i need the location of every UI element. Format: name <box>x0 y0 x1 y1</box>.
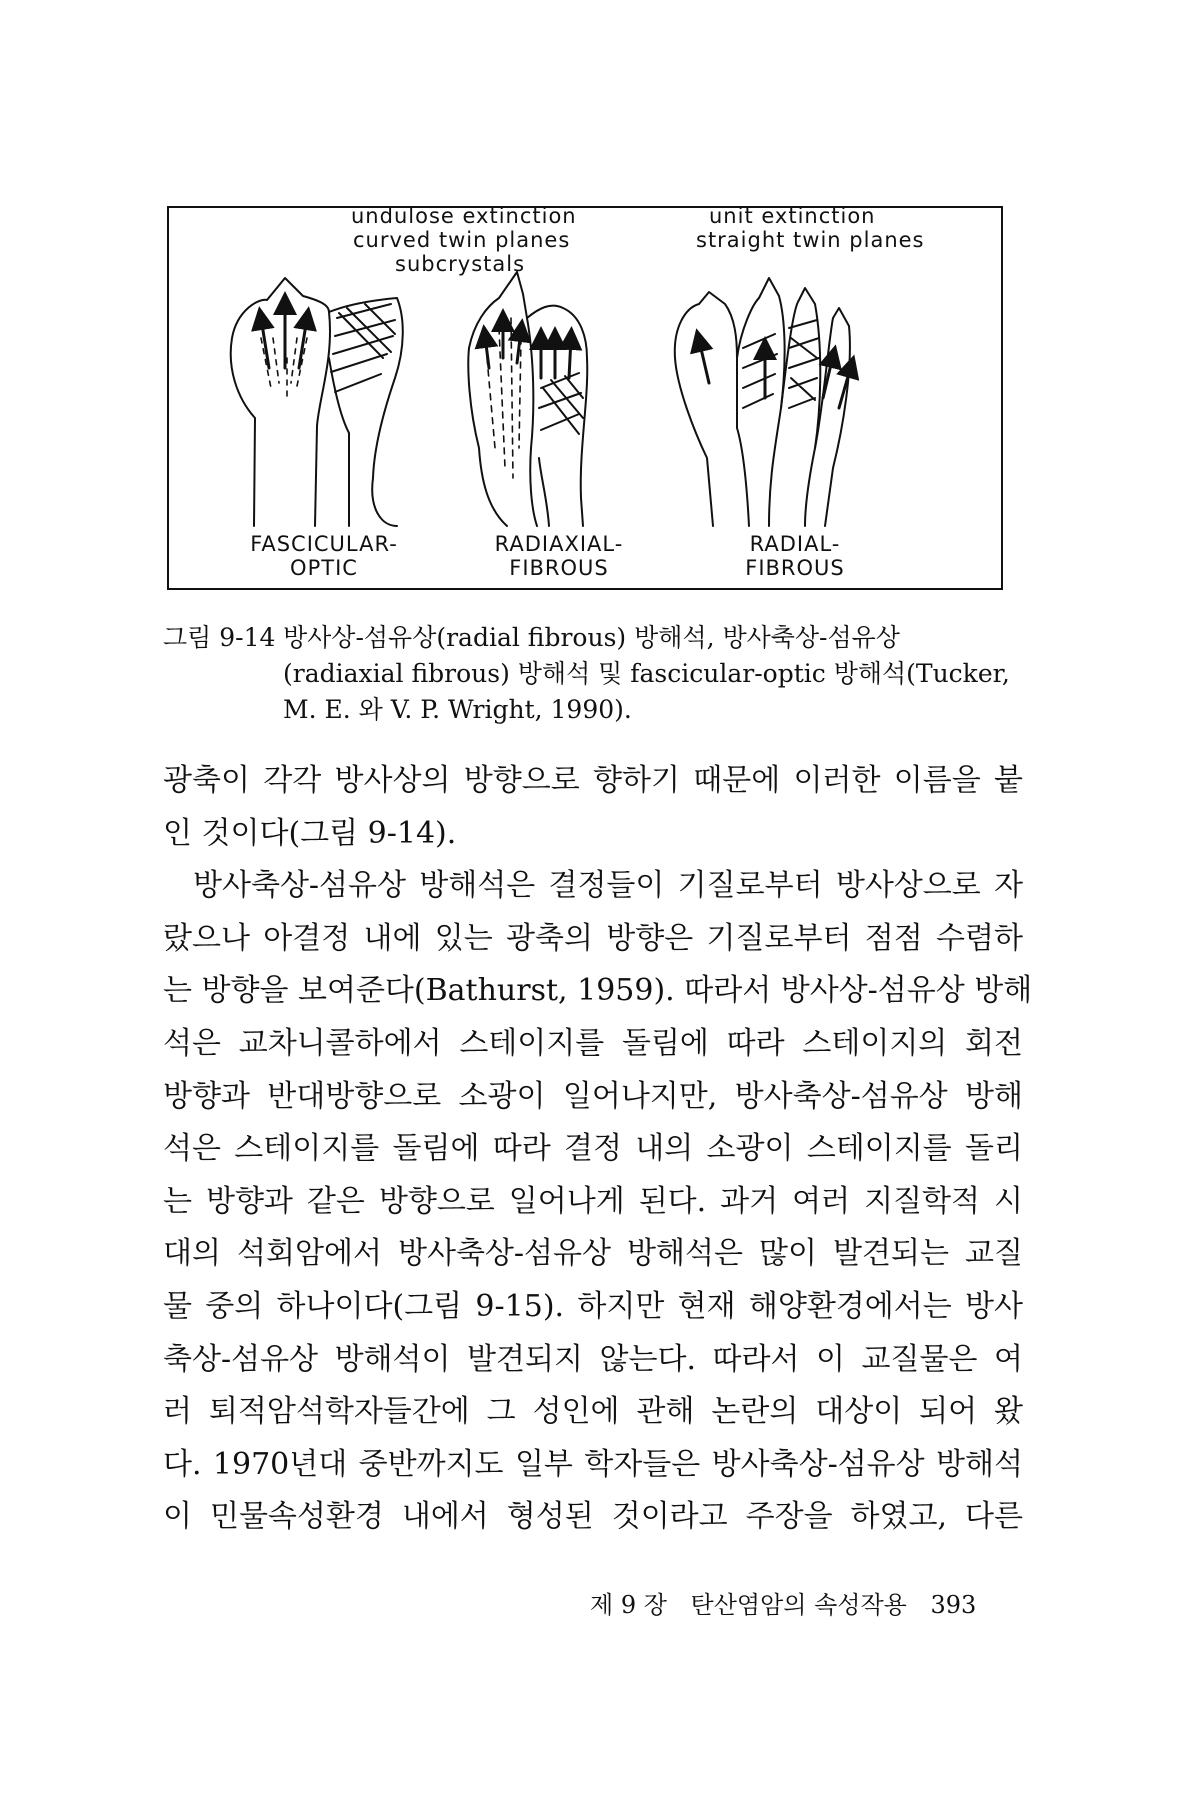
curved-twin-planes-label: curved twin planes <box>353 228 571 252</box>
body-line: 는 방향과 같은 방향으로 일어나게 된다. 과거 여러 지질학적 시 <box>163 1183 1023 1219</box>
body-line: 광축이 각각 방사상의 방향으로 향하기 때문에 이러한 이름을 붙 <box>163 763 1023 798</box>
body-line: 이 민물속성환경 내에서 형성된 것이라고 주장을 하였고, 다른 <box>163 1499 1023 1535</box>
body-line: 방사축상-섬유상 방해석은 결정들이 기질로부터 방사상으로 자 <box>193 868 1023 904</box>
radiaxial-fibrous-crystals <box>468 272 587 526</box>
body-line: 인 것이다(그림 9-14). <box>163 815 457 851</box>
body-line: 방향과 반대방향으로 소광이 일어나지만, 방사축상-섬유상 방해 <box>163 1078 1023 1114</box>
body-line: 대의 석회암에서 방사축상-섬유상 방해석은 많이 발견되는 교질 <box>163 1236 1023 1272</box>
body-line: 물 중의 하나이다(그림 9-15). 하지만 현재 해양환경에서는 방사 <box>163 1288 1023 1324</box>
subcrystals-label: subcrystals <box>395 252 526 276</box>
fascicular-optic-crystals <box>231 278 403 526</box>
body-line: 다. 1970년대 중반까지도 일부 학자들은 방사축상-섬유상 방해석 <box>163 1446 1023 1482</box>
body-line: 랐으나 아결정 내에 있는 광축의 방향은 기질로부터 점점 수렴하 <box>163 920 1023 956</box>
body-line: 석은 스테이지를 돌림에 따라 결정 내의 소광이 스테이지를 돌리 <box>163 1131 1023 1167</box>
figure-9-14 <box>167 206 1003 590</box>
undulose-extinction-label: undulose extinction <box>351 204 577 228</box>
page-footer <box>590 1585 992 1620</box>
body-line: 러 퇴적암석학자들간에 그 성인에 관해 논란의 대상이 되어 왔 <box>163 1394 1023 1430</box>
chapter-label: 제 9 장 <box>590 1591 667 1619</box>
fascicular-optic-label: FASCICULAR- OPTIC <box>250 532 398 580</box>
crystal-drawing <box>169 208 1001 588</box>
caption-line-2: (radiaxial fibrous) 방해석 및 fascicular-optic 방해석(Tucker, <box>283 659 1010 688</box>
caption-line-1: 방사상-섬유상(radial fibrous) 방해석, 방사축상-섬유상 <box>283 623 900 652</box>
figure-caption <box>163 620 1023 728</box>
page-number: 393 <box>930 1591 977 1619</box>
chapter-title: 탄산염암의 속성작용 <box>690 1591 907 1619</box>
caption-number: 그림 9-14 <box>163 623 276 652</box>
radial-fibrous-label: RADIAL- FIBROUS <box>745 532 845 580</box>
caption-line-3: M. E. 와 V. P. Wright, 1990). <box>283 695 632 724</box>
body-line: 는 방향을 보여준다(Bathurst, 1959). 따라서 방사상-섬유상 방해 <box>163 973 1033 1009</box>
body-line: 축상-섬유상 방해석이 발견되지 않는다. 따라서 이 교질물은 여 <box>163 1341 1023 1377</box>
straight-twin-planes-label: straight twin planes <box>696 228 925 252</box>
body-line: 석은 교차니콜하에서 스테이지를 돌림에 따라 스테이지의 회전 <box>163 1025 1023 1061</box>
radiaxial-fibrous-label: RADIAXIAL- FIBROUS <box>494 532 624 580</box>
body-text <box>163 755 1033 1544</box>
radial-fibrous-crystals <box>675 278 851 526</box>
unit-extinction-label: unit extinction <box>709 204 876 228</box>
